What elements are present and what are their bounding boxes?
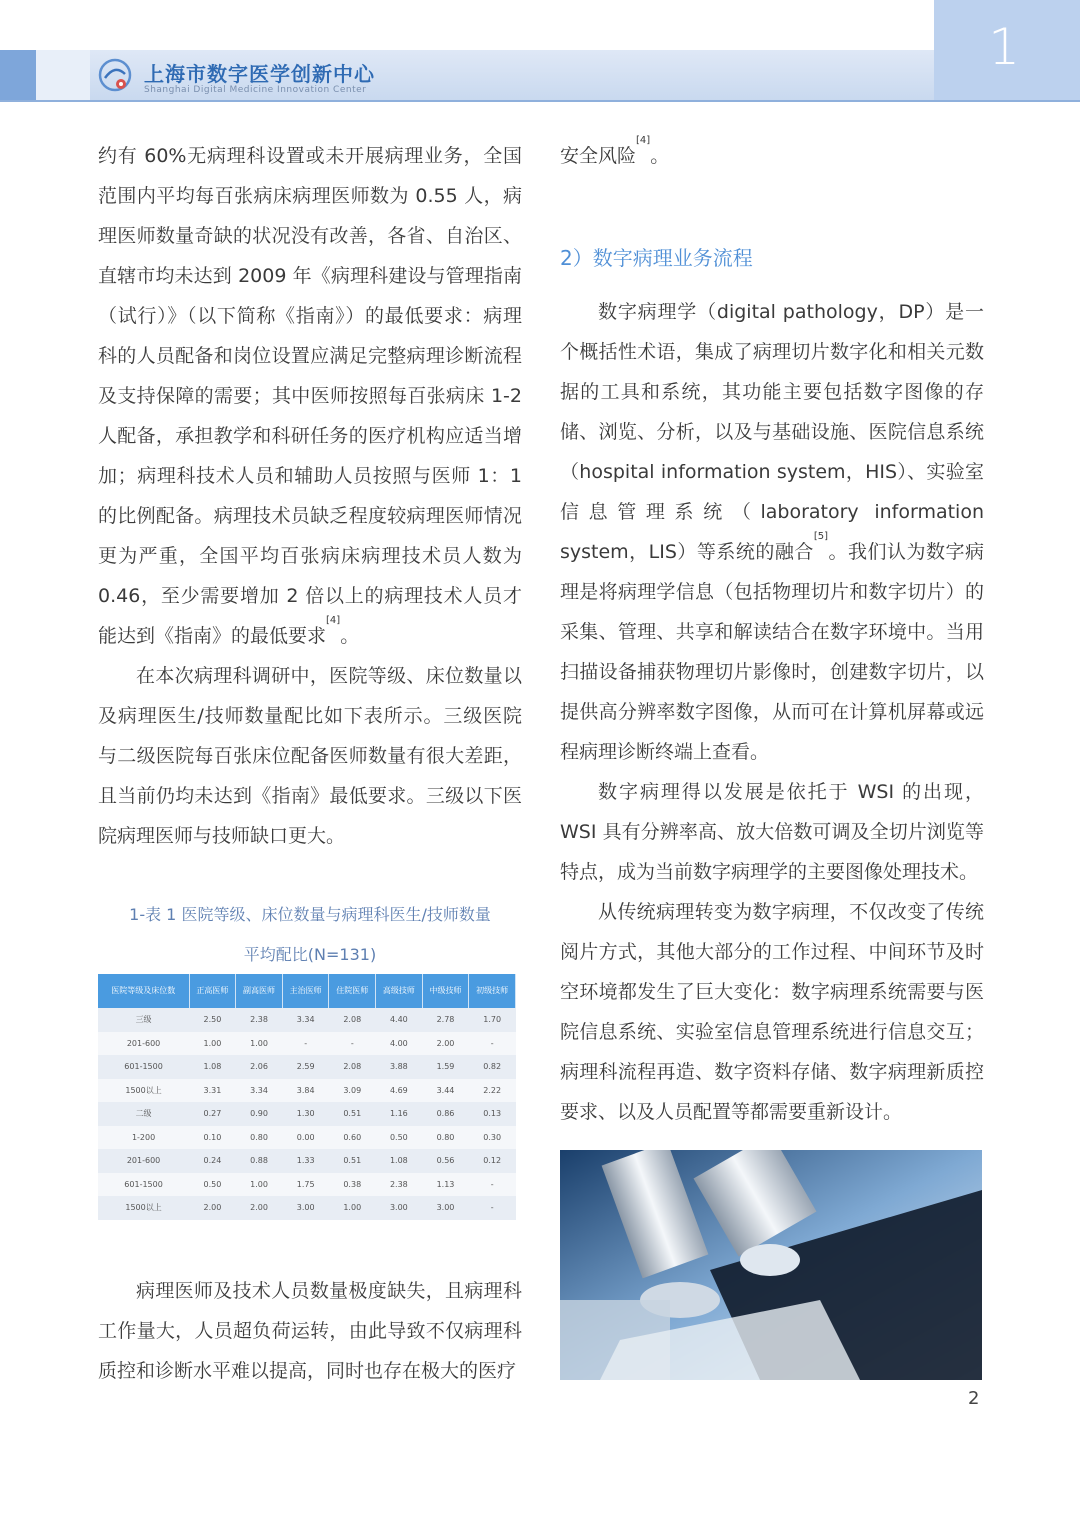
table-cell: - bbox=[469, 1173, 516, 1197]
table-cell: 1.33 bbox=[282, 1149, 329, 1173]
table-header-cell: 高级技师 bbox=[376, 974, 423, 1008]
table-cell: - bbox=[329, 1032, 376, 1056]
table-cell: 0.13 bbox=[469, 1102, 516, 1126]
table-cell: 1500以上 bbox=[98, 1079, 189, 1103]
table-cell: 3.00 bbox=[376, 1196, 423, 1220]
table-cell: 二级 bbox=[98, 1102, 189, 1126]
microscope-photo bbox=[560, 1150, 982, 1380]
left-bottom-column bbox=[98, 1271, 522, 1391]
table-cell: 1.16 bbox=[376, 1102, 423, 1126]
table-cell: 1.00 bbox=[236, 1032, 283, 1056]
table-cell: 1.13 bbox=[422, 1173, 469, 1197]
table-row bbox=[98, 1196, 516, 1220]
table-row bbox=[98, 1102, 516, 1126]
right-continuation-text: 安全风险 bbox=[560, 145, 637, 167]
table-cell: 1.08 bbox=[376, 1149, 423, 1173]
left-paragraph-1 bbox=[98, 136, 522, 656]
table-cell: 3.34 bbox=[236, 1079, 283, 1103]
header-accent-bar-light bbox=[36, 50, 90, 100]
table-cell: 3.34 bbox=[282, 1008, 329, 1032]
table-cell: 2.22 bbox=[469, 1079, 516, 1103]
table-cell: 4.40 bbox=[376, 1008, 423, 1032]
table-cell: 2.78 bbox=[422, 1008, 469, 1032]
org-name: 上海市数字医学创新中心 bbox=[144, 62, 375, 86]
table-cell: 1.75 bbox=[282, 1173, 329, 1197]
table-cell: 2.06 bbox=[236, 1055, 283, 1079]
table-cell: 0.51 bbox=[329, 1102, 376, 1126]
page-number: 2 bbox=[968, 1388, 980, 1409]
table-cell: - bbox=[469, 1032, 516, 1056]
table-caption: 1-表 1 医院等级、床位数量与病理科医生/技师数量 bbox=[129, 905, 491, 924]
table-cell: 2.00 bbox=[236, 1196, 283, 1220]
left-column bbox=[98, 136, 522, 856]
table-cell: 3.09 bbox=[329, 1079, 376, 1103]
right-paragraph-2: 数字病理得以发展是依托于 WSI 的出现，WSI 具有分辨率高、放大倍数可调及全切片浏览等特点，成为当前数字病理学的主要图像处理技术。 bbox=[560, 781, 984, 883]
table-cell: 201-600 bbox=[98, 1149, 189, 1173]
table-cell: 1.00 bbox=[329, 1196, 376, 1220]
table-header-cell: 主治医师 bbox=[282, 974, 329, 1008]
table-cell: 601-1500 bbox=[98, 1055, 189, 1079]
table-cell: 0.00 bbox=[282, 1126, 329, 1150]
table-cell: - bbox=[469, 1196, 516, 1220]
table-cell: 0.27 bbox=[189, 1102, 236, 1126]
page-tab-number: 1 bbox=[988, 18, 1020, 76]
table-cell: 0.90 bbox=[236, 1102, 283, 1126]
table-cell: 3.00 bbox=[422, 1196, 469, 1220]
table-cell: 0.50 bbox=[376, 1126, 423, 1150]
table-cell: 0.50 bbox=[189, 1173, 236, 1197]
right-paragraph-1-text-cont: 。我们认为数字病理是将病理学信息（包括物理切片和数字切片）的采集、管理、共享和解读结合在数字环境中。当用扫描设备捕获物理切片影像时，创建数字切片，以提供高分辨率数字图像，从而可在计算机屏幕或远程病理诊断终端上查看。 bbox=[560, 541, 984, 763]
left-paragraph-1-end: 。 bbox=[340, 625, 360, 647]
table-cell: 0.60 bbox=[329, 1126, 376, 1150]
table-cell: 1.30 bbox=[282, 1102, 329, 1126]
table-cell: 1.08 bbox=[189, 1055, 236, 1079]
table-cell: 4.69 bbox=[376, 1079, 423, 1103]
staffing-table bbox=[98, 974, 516, 1220]
table-header-cell: 初级技师 bbox=[469, 974, 516, 1008]
table-cell: 0.51 bbox=[329, 1149, 376, 1173]
citation-ref: [4] bbox=[636, 135, 651, 146]
table-cell: 0.88 bbox=[236, 1149, 283, 1173]
table-row bbox=[98, 1032, 516, 1056]
table-cell: 4.00 bbox=[376, 1032, 423, 1056]
table-cell: 2.00 bbox=[189, 1196, 236, 1220]
table-cell: 2.38 bbox=[376, 1173, 423, 1197]
table-cell: 2.38 bbox=[236, 1008, 283, 1032]
header-accent-bar bbox=[0, 50, 36, 100]
logo-icon bbox=[96, 56, 134, 94]
right-continuation bbox=[560, 136, 984, 176]
table-cell: 0.80 bbox=[236, 1126, 283, 1150]
table-cell: 0.56 bbox=[422, 1149, 469, 1173]
table-cell: 2.00 bbox=[422, 1032, 469, 1056]
table-row bbox=[98, 1079, 516, 1103]
citation-ref: [5] bbox=[813, 531, 829, 542]
table-header-cell: 副高医师 bbox=[236, 974, 283, 1008]
table-header-cell: 医院等级及床位数 bbox=[98, 974, 189, 1008]
table-header-cell: 中级技师 bbox=[422, 974, 469, 1008]
table-cell: 1.59 bbox=[422, 1055, 469, 1079]
right-paragraph-1-text: 数字病理学（digital pathology，DP）是一个概括性术语，集成了病理切片数字化和相关元数据的工具和系统，其功能主要包括数字图像的存储、浏览、分析，以及与基础设施、医院信息系统（hospital information system，HIS）、实验室信息管理系统（laboratory information system，LIS）等系统的融合 bbox=[560, 301, 984, 563]
table-cell: 2.08 bbox=[329, 1055, 376, 1079]
table-cell: 三级 bbox=[98, 1008, 189, 1032]
table-row bbox=[98, 1055, 516, 1079]
table-cell: 0.82 bbox=[469, 1055, 516, 1079]
left-paragraph-2: 在本次病理科调研中，医院等级、床位数量以及病理医生/技师数量配比如下表所示。三级医院与二级医院每百张床位配备医师数量有很大差距，且当前仍均未达到《指南》最低要求。三级以下医院病理医师与技师缺口更大。 bbox=[98, 665, 522, 847]
table-cell: 1.70 bbox=[469, 1008, 516, 1032]
page-tab bbox=[934, 0, 1080, 100]
table-cell: 2.08 bbox=[329, 1008, 376, 1032]
table-row bbox=[98, 1173, 516, 1197]
right-paragraph-3: 从传统病理转变为数字病理，不仅改变了传统阅片方式，其他大部分的工作过程、中间环节及时空环境都发生了巨大变化：数字病理系统需要与医院信息系统、实验室信息管理系统进行信息交互；病理科流程再造、数字资料存储、数字病理新质控要求、以及人员配置等都需要重新设计。 bbox=[560, 901, 984, 1123]
section-title: 2）数字病理业务流程 bbox=[560, 246, 753, 270]
table-cell: 3.88 bbox=[376, 1055, 423, 1079]
table-cell: 0.80 bbox=[422, 1126, 469, 1150]
table-row bbox=[98, 1126, 516, 1150]
table-cell: 2.59 bbox=[282, 1055, 329, 1079]
table-cell: 601-1500 bbox=[98, 1173, 189, 1197]
right-continuation-end: 。 bbox=[650, 145, 670, 167]
table-cell: 1.00 bbox=[236, 1173, 283, 1197]
table-header-cell: 正高医师 bbox=[189, 974, 236, 1008]
table-cell: 0.12 bbox=[469, 1149, 516, 1173]
table-cell: 3.84 bbox=[282, 1079, 329, 1103]
table-cell: 1500以上 bbox=[98, 1196, 189, 1220]
table-row bbox=[98, 1008, 516, 1032]
left-bottom-paragraph: 病理医师及技术人员数量极度缺失，且病理科工作量大，人员超负荷运转，由此导致不仅病理科质控和诊断水平难以提高，同时也存在极大的医疗 bbox=[98, 1280, 522, 1382]
table-cell: 0.24 bbox=[189, 1149, 236, 1173]
table-cell: 3.31 bbox=[189, 1079, 236, 1103]
right-column bbox=[560, 136, 984, 1132]
left-paragraph-1-text: 约有 60%无病理科设置或未开展病理业务，全国范围内平均每百张病床病理医师数为 0.55 人，病理医师数量奇缺的状况没有改善，各省、自治区、直辖市均未达到 2009 年《病理科建设与管理指南（试行）》（以下简称《指南》）的最低要求：病理科的人员配备和岗位设置应满足完整病理诊断流程及支持保障的需要；其中医师按照每百张病床 1-2 人配备，承担教学和科研任务的医疗机构应适当增加；病理科技术人员和辅助人员按照与医师 1：1 的比例配备。病理技术员缺乏程度较病理医师情况更为严重，全国平均百张病床病理技术员人数为 0.46，至少需要增加 2 倍以上的病理技术人员才能达到《指南》的最低要求 bbox=[98, 145, 522, 647]
right-paragraph-1 bbox=[560, 292, 984, 772]
table-cell: 0.30 bbox=[469, 1126, 516, 1150]
table-cell: 2.50 bbox=[189, 1008, 236, 1032]
table-row bbox=[98, 1149, 516, 1173]
org-name-en: Shanghai Digital Medicine Innovation Center bbox=[144, 85, 367, 95]
table-cell: 3.44 bbox=[422, 1079, 469, 1103]
table-caption-sub: 平均配比(N=131) bbox=[243, 945, 377, 964]
table-cell: 3.00 bbox=[282, 1196, 329, 1220]
table-header-row bbox=[98, 974, 516, 1008]
table-header-cell: 住院医师 bbox=[329, 974, 376, 1008]
table-cell: 0.38 bbox=[329, 1173, 376, 1197]
citation-ref: [4] bbox=[326, 615, 341, 626]
table-cell: 0.86 bbox=[422, 1102, 469, 1126]
table-cell: - bbox=[282, 1032, 329, 1056]
table-cell: 1-200 bbox=[98, 1126, 189, 1150]
table-cell: 1.00 bbox=[189, 1032, 236, 1056]
table-cell: 201-600 bbox=[98, 1032, 189, 1056]
table-cell: 0.10 bbox=[189, 1126, 236, 1150]
